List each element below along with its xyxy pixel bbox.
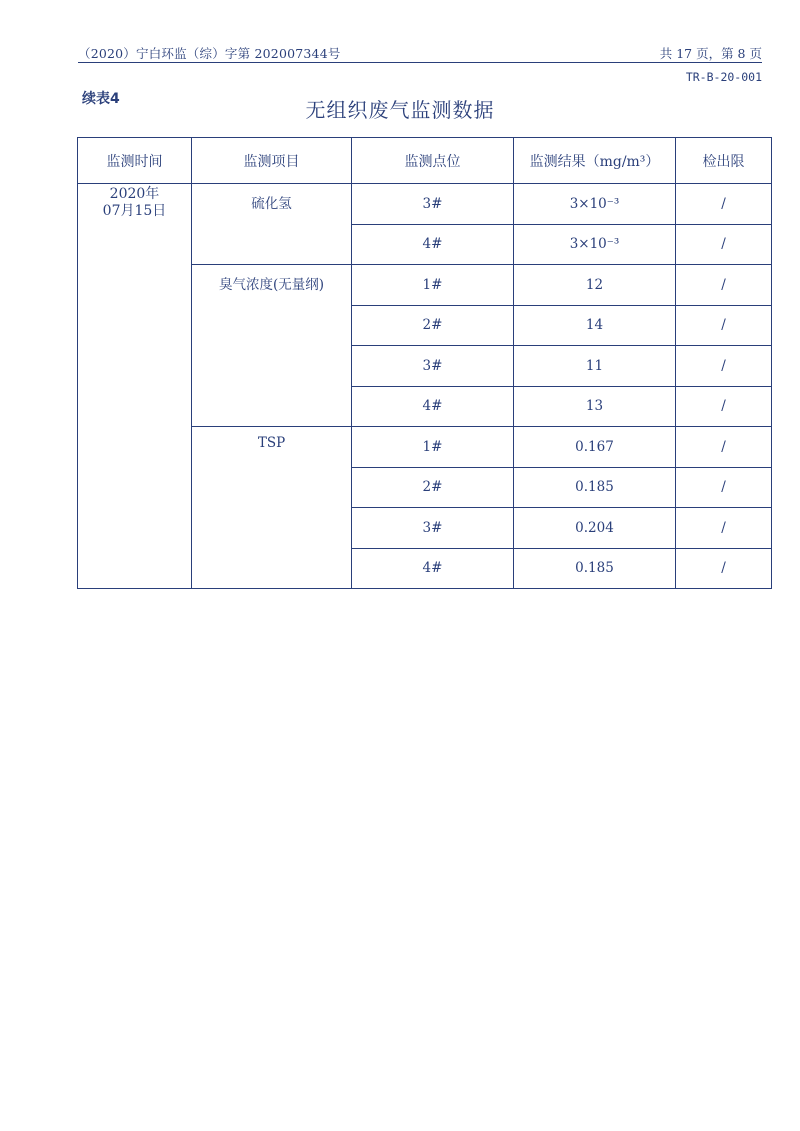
monitoring-result-cell: 0.185 [514, 548, 676, 589]
detection-limit-cell: / [676, 305, 772, 346]
monitoring-result-cell: 12 [514, 265, 676, 306]
detection-limit-cell: / [676, 548, 772, 589]
page-title: 无组织废气监测数据 [305, 98, 495, 122]
monitoring-result-cell: 13 [514, 386, 676, 427]
monitoring-result-cell: 0.167 [514, 427, 676, 468]
monitoring-result-cell: 14 [514, 305, 676, 346]
continued-table-label: 续表4 [82, 91, 120, 107]
detection-limit-cell: / [676, 427, 772, 468]
monitoring-result-cell: 0.185 [514, 467, 676, 508]
column-header-result-label: 监测结果（mg/m³） [529, 153, 660, 170]
monitoring-item-cell: 臭气浓度(无量纲) [192, 265, 352, 427]
monitoring-result-cell: 3×10⁻³ [514, 224, 676, 265]
report-number: （2020）宁白环监（综）字第 202007344号 [78, 46, 341, 61]
monitoring-item-cell: 硫化氢 [192, 184, 352, 265]
monitoring-point-cell: 1# [352, 427, 514, 468]
monitoring-date-cell: 2020年 07月15日 [78, 184, 192, 589]
detection-limit-cell: / [676, 265, 772, 306]
monitoring-point-cell: 3# [352, 184, 514, 225]
monitoring-point-cell: 4# [352, 224, 514, 265]
monitoring-point-cell: 4# [352, 386, 514, 427]
monitoring-item-cell: TSP [192, 427, 352, 589]
page-number: 共 17 页，第 8 页 [659, 46, 762, 61]
monitoring-point-cell: 1# [352, 265, 514, 306]
monitoring-point-cell: 4# [352, 548, 514, 589]
column-header-result [514, 138, 676, 184]
detection-limit-cell: / [676, 386, 772, 427]
detection-limit-cell: / [676, 508, 772, 549]
detection-limit-cell: / [676, 184, 772, 225]
detection-limit-cell: / [676, 224, 772, 265]
monitoring-result-cell: 3×10⁻³ [514, 184, 676, 225]
column-header-time: 监测时间 [78, 138, 192, 184]
table-header-row [78, 138, 772, 184]
table-row [78, 184, 772, 225]
monitoring-point-cell: 2# [352, 467, 514, 508]
monitoring-point-cell: 3# [352, 346, 514, 387]
monitoring-result-cell: 0.204 [514, 508, 676, 549]
header-divider [78, 62, 762, 63]
column-header-limit: 检出限 [676, 138, 772, 184]
column-header-point: 监测点位 [352, 138, 514, 184]
detection-limit-cell: / [676, 467, 772, 508]
detection-limit-cell: / [676, 346, 772, 387]
monitoring-point-cell: 3# [352, 508, 514, 549]
monitoring-result-cell: 11 [514, 346, 676, 387]
column-header-item: 监测项目 [192, 138, 352, 184]
monitoring-point-cell: 2# [352, 305, 514, 346]
page-header [78, 44, 762, 62]
form-code: TR-B-20-001 [685, 70, 762, 84]
monitoring-data-table [77, 137, 772, 589]
